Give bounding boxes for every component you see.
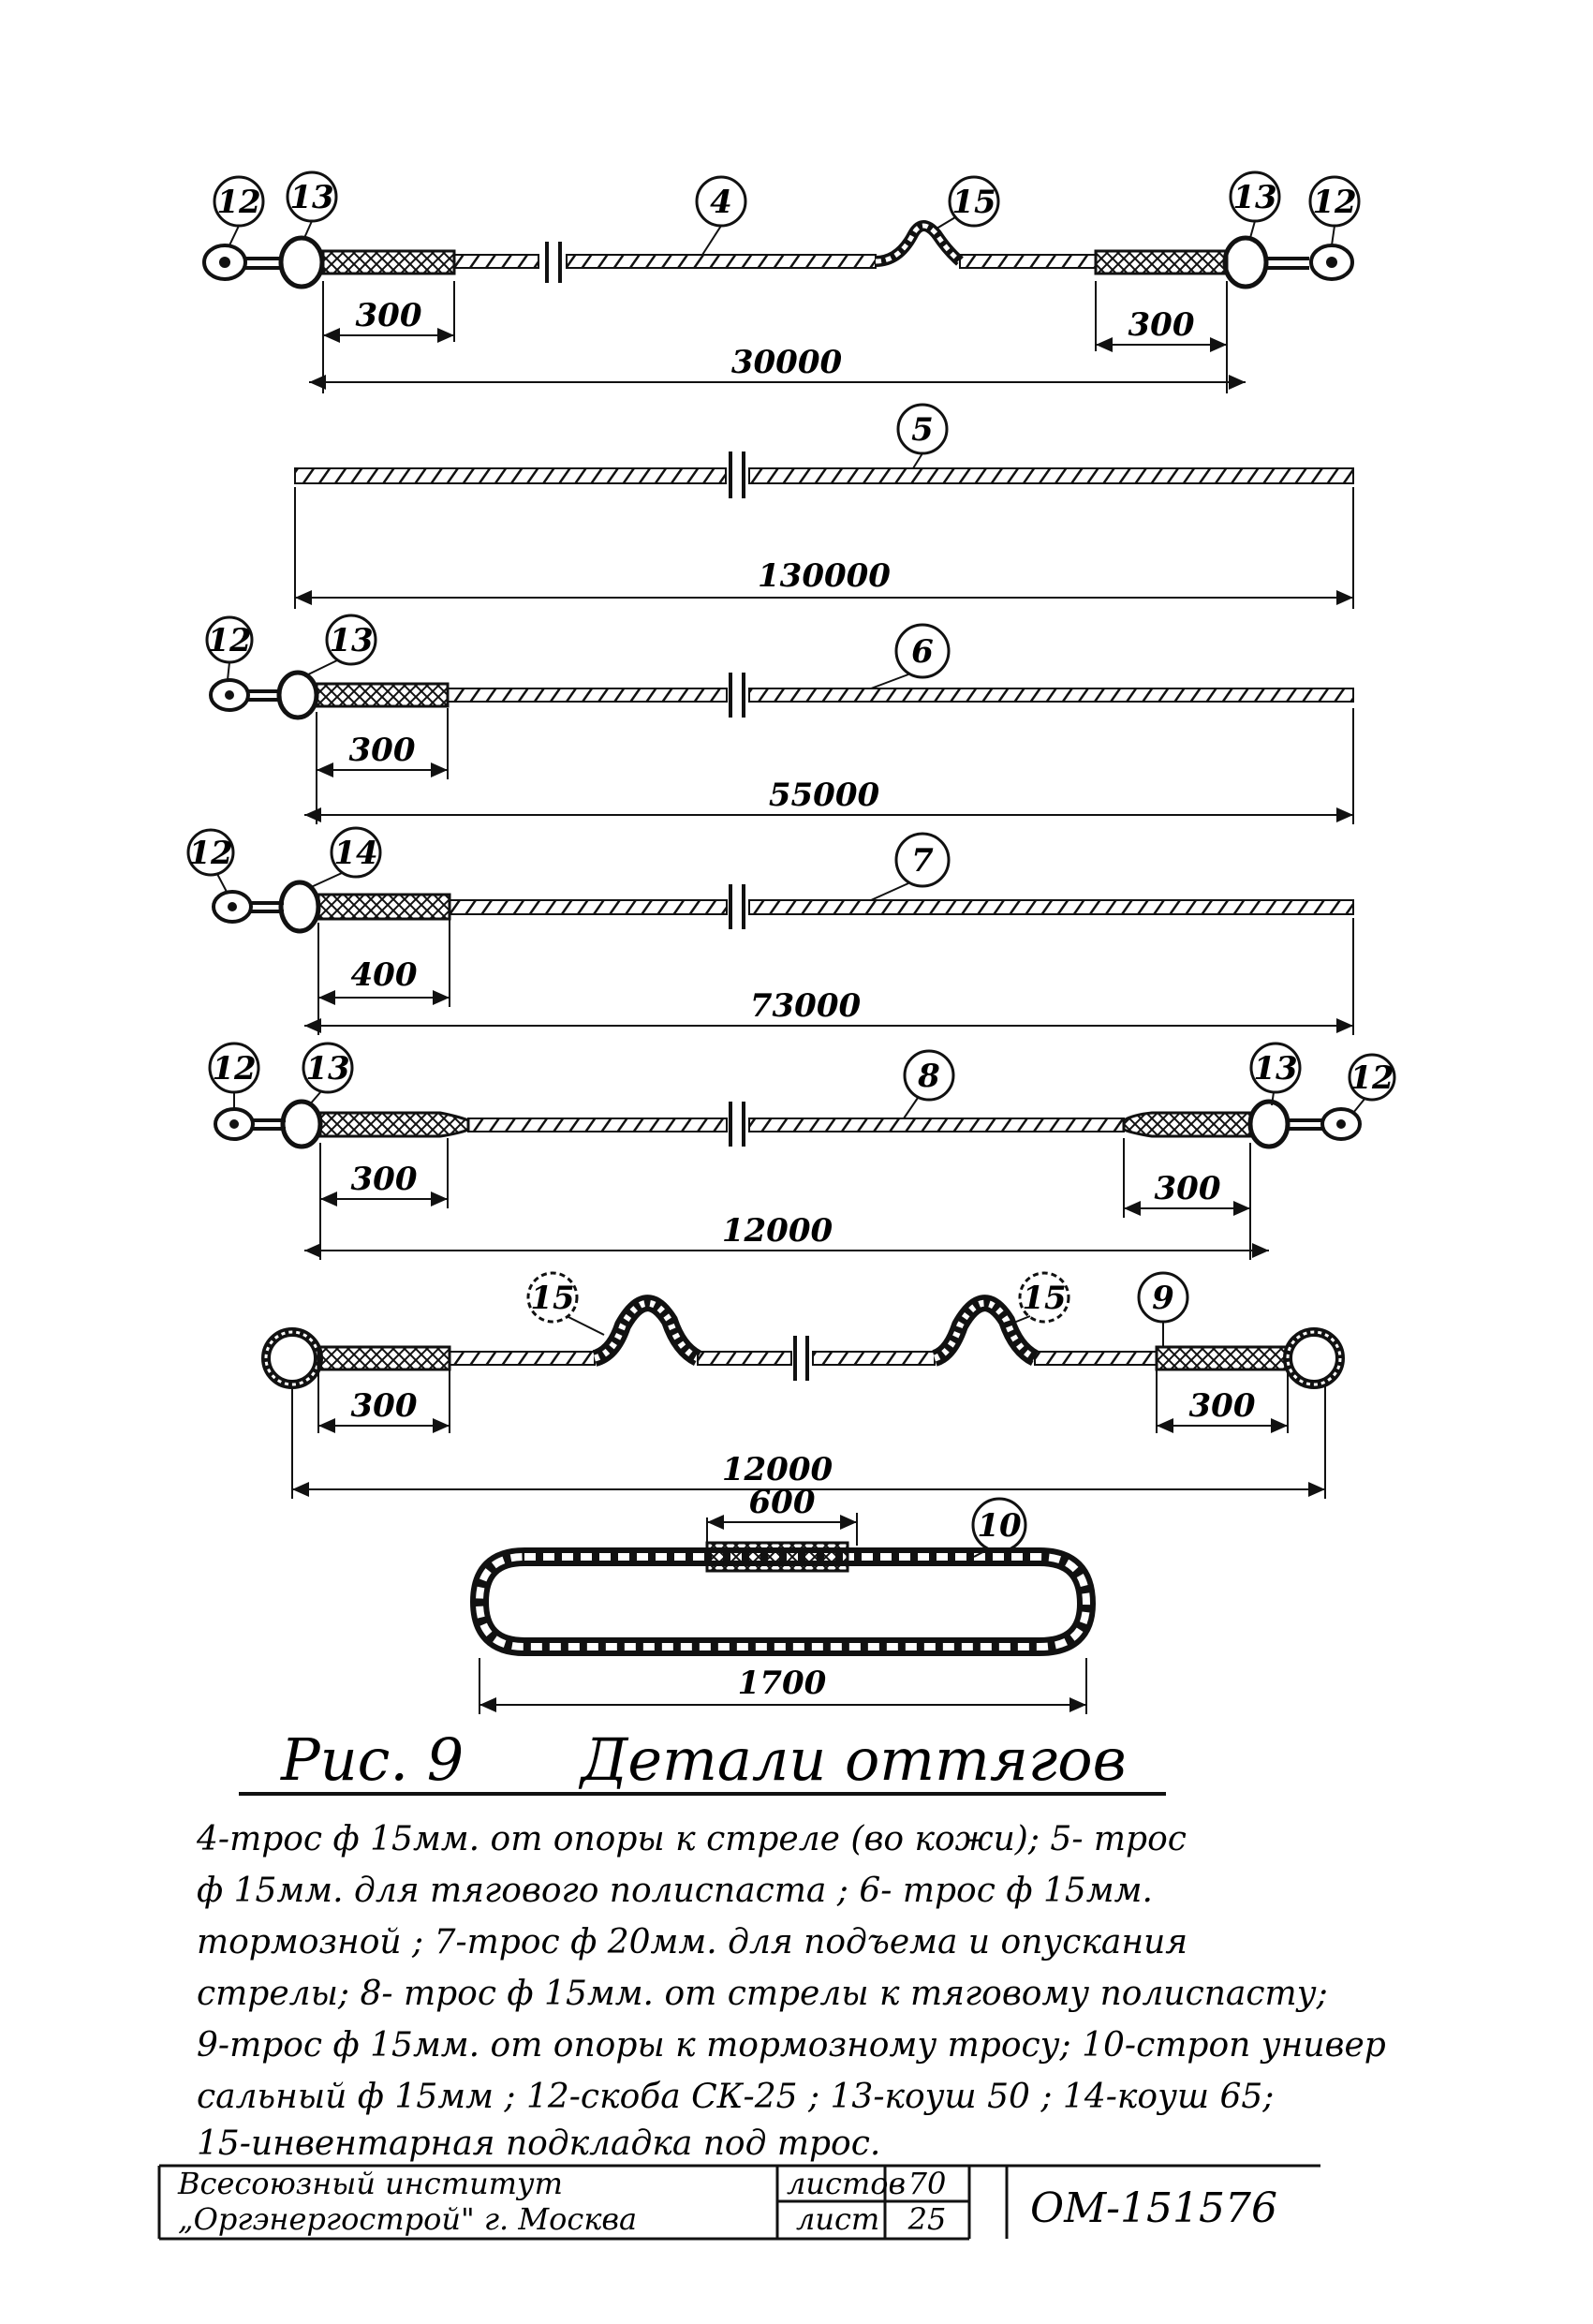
cable-4-left-length: 300: [355, 297, 422, 334]
cable-7-total-length: 73000: [749, 987, 862, 1025]
sling-10-total-length: 1700: [737, 1665, 827, 1702]
legend-line-1: 4-трос ф 15мм. от опоры к стреле (во кожи); 5- трос: [197, 1820, 1187, 1858]
cable-7-callout-14: 14: [333, 835, 378, 872]
legend-line-5: 9-трос ф 15мм. от опоры к тормозному тросу; 10-строп универ: [197, 2026, 1386, 2065]
sling-10-splice-length: 600: [748, 1484, 816, 1521]
title-block-sheet-label: лист: [796, 2201, 880, 2237]
title-block-org-line1: Всесоюзный институт: [178, 2166, 563, 2201]
cable-6-callout-12: 12: [207, 622, 252, 659]
cable-8-label: 8: [918, 1058, 940, 1095]
legend-line-7: 15-инвентарная подкладка под трос.: [197, 2124, 881, 2163]
title-block-sheets-value: 70: [907, 2166, 947, 2201]
cable-4-callout-15: 15: [951, 184, 996, 221]
title-block-org-line2: „Оргэнергострой" г. Москва: [178, 2201, 638, 2237]
cable-8-total-length: 12000: [721, 1212, 833, 1250]
figure-caption-title: Детали оттягов: [581, 1725, 1127, 1794]
cable-5-label: 5: [911, 411, 934, 449]
cable-4-total-length: 30000: [730, 344, 843, 381]
cable-4-callout-13-right: 13: [1232, 179, 1277, 216]
cable-6-left-length: 300: [348, 732, 416, 769]
cable-4-callout-13-left: 13: [289, 179, 334, 216]
cable-9-callout-15-left: 15: [530, 1280, 575, 1317]
cable-9-total-length: 12000: [721, 1451, 833, 1488]
cable-9-left-length: 300: [350, 1387, 418, 1425]
cable-4-callout-12-left: 12: [216, 184, 261, 221]
sling-10-label: 10: [977, 1507, 1022, 1545]
cable-6-callout-13: 13: [329, 622, 374, 659]
title-block-sheet-value: 25: [907, 2201, 947, 2237]
cable-8-callout-13-left: 13: [305, 1050, 350, 1088]
cable-9-label: 9: [1152, 1280, 1174, 1317]
legend-line-3: тормозной ; 7-трос ф 20мм. для подъема и опускания: [197, 1923, 1188, 1961]
cable-9-callout-15-right: 15: [1022, 1280, 1067, 1317]
legend-line-2: ф 15мм. для тягового полиспаста ; 6- трос ф 15мм.: [197, 1872, 1153, 1910]
cable-6-total-length: 55000: [768, 777, 880, 814]
cable-8-callout-12-right: 12: [1350, 1059, 1394, 1097]
cable-8-left-length: 300: [350, 1161, 418, 1198]
title-block-sheets-label: листов: [787, 2166, 907, 2201]
cable-8-callout-12-left: 12: [212, 1050, 257, 1088]
cable-7-callout-12: 12: [188, 835, 233, 872]
cable-4-label: 4: [710, 184, 732, 221]
cable-7-label: 7: [911, 842, 934, 880]
cable-4-callout-12-right: 12: [1312, 184, 1357, 221]
cable-6-label: 6: [911, 633, 934, 671]
cable-9-right-length: 300: [1188, 1387, 1256, 1425]
cable-4-right-length: 300: [1128, 306, 1195, 344]
title-block-drawing-number: ОМ-151576: [1030, 2184, 1277, 2232]
legend-line-4: стрелы; 8- трос ф 15мм. от стрелы к тяговому полиспасту;: [197, 1975, 1328, 2013]
cable-8-right-length: 300: [1154, 1170, 1221, 1207]
cable-7-left-length: 400: [350, 956, 418, 994]
figure-caption-prefix: Рис. 9: [281, 1725, 465, 1794]
cable-8-callout-13-right: 13: [1253, 1050, 1298, 1088]
legend-line-6: сальный ф 15мм ; 12-скоба СК-25 ; 13-коуш 50 ; 14-коуш 65;: [197, 2078, 1275, 2116]
cable-5-total-length: 130000: [758, 557, 891, 595]
